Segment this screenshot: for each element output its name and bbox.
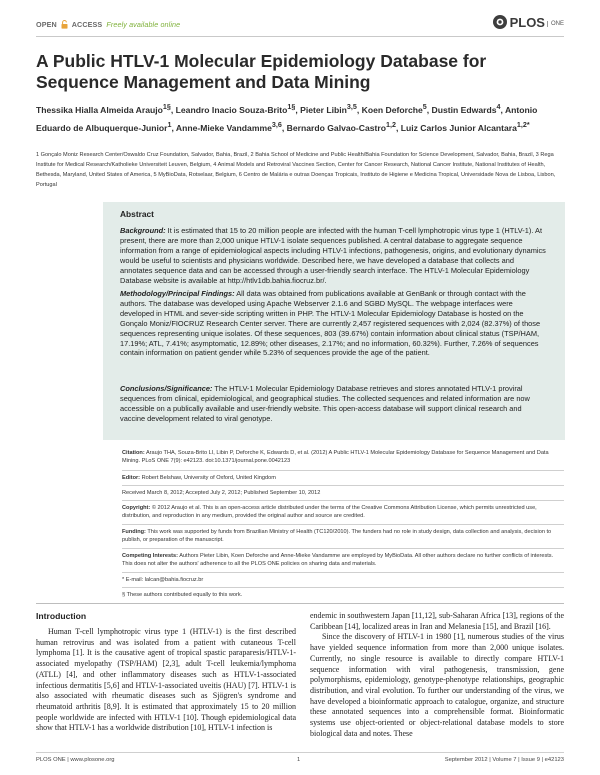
author-affil: 1,2	[385, 121, 396, 130]
competing-interests	[122, 552, 562, 569]
editor	[122, 474, 562, 482]
meta-divider	[122, 587, 564, 588]
abstract-background	[120, 226, 548, 285]
citation-text: Araujo THA, Souza-Brito LI, Libin P, Deforche K, Edwards D, et al. (2012) A Public HTLV-1 Molecular Epidemiology Database for Sequence Management and Data Mining. PLoS ONE 7(9): e42123. doi:10.1371/journal.pone.0042123	[122, 450, 549, 465]
equal-contribution: § These authors contributed equally to this work.	[122, 592, 243, 598]
author-affil: 1	[167, 121, 172, 130]
access-label: ACCESS	[71, 20, 103, 29]
copyright	[122, 504, 562, 521]
author-name: Bernardo Galvao-Castro	[286, 123, 386, 134]
intro-column-right	[310, 611, 564, 739]
brand-label: PLOS	[509, 15, 545, 30]
editor-text: Robert Belshaw, University of Oxford, United Kingdom	[141, 475, 276, 481]
background-label: Background:	[120, 226, 166, 235]
author-name: Anne-Mieke Vandamme	[175, 123, 272, 134]
background-text: It is estimated that 15 to 20 million people are infected with the human T-cell lymphotropic virus type 1 (HTLV-1). At present, there are more than 2,000 unique HTLV-1 isolate sequences published. A central database to aggregate sequence information from a range of epidemiological aspects including HTLV-1 infections, pathogenesis, origins, and evolutionary dynamics would be useful to scientists and physicians worldwide. Described here, we have developed a database that collects and annotates sequence data and can be accessed through a user-friendly search interface. The HTLV-1 Molecular Epidemiology Database website is available at http://htlv1db.bahia.fiocruz.br/.	[120, 226, 546, 285]
affiliations: 1 Gonçalo Moniz Research Center/Oswaldo Cruz Foundation, Salvador, Bahia, Brazil, 2 Bahia School of Medicine and Public Health/Bahia Foundation for Science Development, Salvador, Bahia, Brazil, 3 Rega Institute for Medical Research/Katholieke Universiteit Leuven, Belgium, 4 Animal Models and Retroviral Vaccines Section, Center for Cancer Research, National Cancer Institute, National Institutes of Health, Bethesda, Maryland, United States of America, 5 MyBioData, Rotselaar, Belgium, 6 Centro de Malária e outras Doenças Tropicais, Instituto de Higiene e Medicina Tropical, Universidade Nova de Lisboa, Lisbon, Portugal	[36, 152, 556, 188]
meta-divider	[122, 572, 564, 573]
page-number: 1	[297, 757, 301, 763]
intro-paragraph: Human T-cell lymphotropic virus type 1 (HTLV-1) is the first described human retrovirus and was isolated from a patient with cutaneous T-cell lymphoma [1]. It is the causative agent of tropical spastic paraparesis/HTLV-1-associated myelopathy (TSP/HAM) [2,3], adult T-cell leukemia/lymphoma (ATLL) [4], and other inflammatory diseases such as HTLV-1-associated infectious dermatitis [5,6] and HTLV-1-associated uveitis (HAU) [7]. HTLV-1 is also associated with rheumatic diseases such as Sjögren's syndrome and rheumatoid arthritis [8,9]. It is estimated that approximately 15 to 20 million people worldwide are infected with HTLV-1 [10]. Though epidemiological data show that HTLV-1 has a worldwide distribution [10], HTLV-1 infection is	[36, 627, 296, 733]
freely-available-label: Freely available online	[106, 20, 181, 29]
author-name: Dustin Edwards	[431, 104, 497, 115]
introduction-heading: Introduction	[36, 611, 87, 621]
intro-paragraph: Since the discovery of HTLV-1 in 1980 [1], numerous studies of the virus have yielded sequence information from more than 2,000 unique isolates. Currently, no single resource is available to directly compare HTLV-1 sequence information with viral pathogenesis, transmission, gene polymorphisms, epidemiology, genotype-phenotype relationships, geographic distribution, and viral evolution. To further our understanding of the virus, we have developed a bioinformatic approach to catalogue, organize, and structure these annotated sequences into a comprehensible format. Bioinformatic systems use object-oriented or object-relational database models to store biological data and notes. These	[310, 632, 564, 738]
abstract-methods	[120, 289, 548, 358]
section-divider	[36, 603, 564, 604]
meta-divider	[122, 470, 564, 471]
open-lock-icon	[61, 20, 68, 29]
open-access-badge	[36, 20, 180, 29]
methods-label: Methodology/Principal Findings:	[120, 289, 235, 298]
citation-label: Citation:	[122, 450, 145, 456]
intro-paragraph-continued: endemic in southwestern Japan [11,12], sub-Saharan Africa [13], regions of the Caribbean [14], localized areas in Iran and Melanesia [15], and Brazil [16].	[310, 611, 564, 631]
journal-header	[36, 14, 564, 37]
citation	[122, 449, 562, 466]
author-affil: 5	[422, 103, 427, 111]
abstract-conclusions	[120, 384, 548, 424]
author-affil: 1§	[287, 103, 296, 111]
author-affil: 1§	[162, 103, 171, 111]
meta-divider	[122, 500, 564, 501]
abstract-box	[103, 202, 565, 440]
copyright-label: Copyright:	[122, 505, 151, 511]
email: * E-mail: lalcan@bahia.fiocruz.br	[122, 577, 204, 583]
article-title: A Public HTLV-1 Molecular Epidemiology Database for Sequence Management and Data Mining	[36, 51, 487, 92]
competing-text: Authors Pieter Libin, Koen Deforche and Anne-Mieke Vandamme are employed by MyBioData. All other authors declare no further conflicts of interests. This does not alter the authors' adherence to all the PLOS ONE policies on sharing data and materials.	[122, 553, 554, 568]
meta-divider	[122, 485, 564, 486]
brand-sub-label: ONE	[547, 21, 564, 27]
footer-journal: PLOS ONE | www.plosone.org	[36, 757, 115, 763]
footer-issue: September 2012 | Volume 7 | Issue 9 | e42123	[444, 757, 564, 763]
author-affil: 4	[496, 103, 501, 111]
author-name: Luiz Carlos Junior Alcantara	[400, 123, 517, 134]
author-affil: 1,2*	[516, 121, 530, 130]
abstract-heading: Abstract	[120, 209, 154, 219]
author-name: Leandro Inacio Souza-Brito	[175, 104, 288, 115]
intro-column-left	[36, 627, 296, 734]
open-label: OPEN	[36, 20, 57, 29]
conclusions-text: The HTLV-1 Molecular Epidemiology Database retrieves and stores annotated HTLV-1 proviral sequences from clinical, epidemiological, and geographical studies. The collected sequences and related information are now accessible on a publically available and user-friendly website. This open-access database will support clinical research and vaccine development related to viral genotype.	[120, 384, 530, 423]
funding-text: This work was supported by funds from Brazilian Ministry of Health (TC120/2010). The funders had no role in study design, data collection and analysis, decision to publish, or preparation of the manuscript.	[122, 529, 552, 544]
footer-divider	[36, 752, 564, 753]
author-list: Thessika Hialla Almeida Araujo$^{1\S}$, Leandro Inacio Souza-Brito$^{1\S}$, Pieter Libin$^{3,5}$, Koen Deforche$^5$, Dustin Edwards$^4$, Antonio Eduardo de Albuquerque-Junior$^1$, Anne-Mieke Vandamme$^{3,6}$, Bernardo Galvao-Castro$^{1,2}$, Luiz Carlos Junior Alcantara$^{1,2*}$	[36, 103, 538, 134]
author-name: Koen Deforche	[361, 104, 423, 115]
plos-one-logo	[492, 14, 564, 30]
author-name: Thessika Hialla Almeida Araujo	[36, 104, 163, 115]
editor-label: Editor:	[122, 475, 141, 481]
dates: Received March 8, 2012; Accepted July 2, 2012; Published September 10, 2012	[122, 490, 321, 496]
competing-label: Competing Interests:	[122, 553, 178, 559]
author-affil: 3,6	[271, 121, 282, 130]
funding-label: Funding:	[122, 529, 146, 535]
meta-divider	[122, 524, 564, 525]
author-name: Antonio Eduardo de Albuquerque-Junior	[36, 104, 538, 134]
meta-divider	[122, 548, 564, 549]
conclusions-label: Conclusions/Significance:	[120, 384, 213, 393]
copyright-text: © 2012 Araujo et al. This is an open-access article distributed under the terms of the Creative Commons Attribution License, which permits unrestricted use, distribution, and reproduction in any medium, provided the original author and source are credited.	[122, 505, 537, 520]
funding	[122, 528, 562, 545]
plos-logo-icon	[492, 14, 508, 30]
author-affil: 3,5	[346, 103, 357, 111]
methods-text: All data was obtained from publications available at GenBank or through contact with the authors. The database was developed using Apache Webserver 2.1.6 and SGBD MySQL. The webpage interfaces were developed in HTML and sever-side scripting written in PHP. The HTLV-1 Molecular Epidemiology Database is hosted on the Gonçalo Moniz/FIOCRUZ Research Center server. There are currently 2,457 registered sequences with 2,024 (82.37%) of those sequences representing unique isolates. Of these sequences, 803 (39.67%) contain information about clinical status (TSP/HAM, 17.19%; ATL, 7.41%; asymptomatic, 12.89%; other diseases, 2.17%; and no information, 60.32%). Further, 7.26% of sequences contain information on patient gender while 5.23% of sequences provide the age of the patient.	[120, 289, 541, 358]
author-name: Pieter Libin	[300, 104, 347, 115]
